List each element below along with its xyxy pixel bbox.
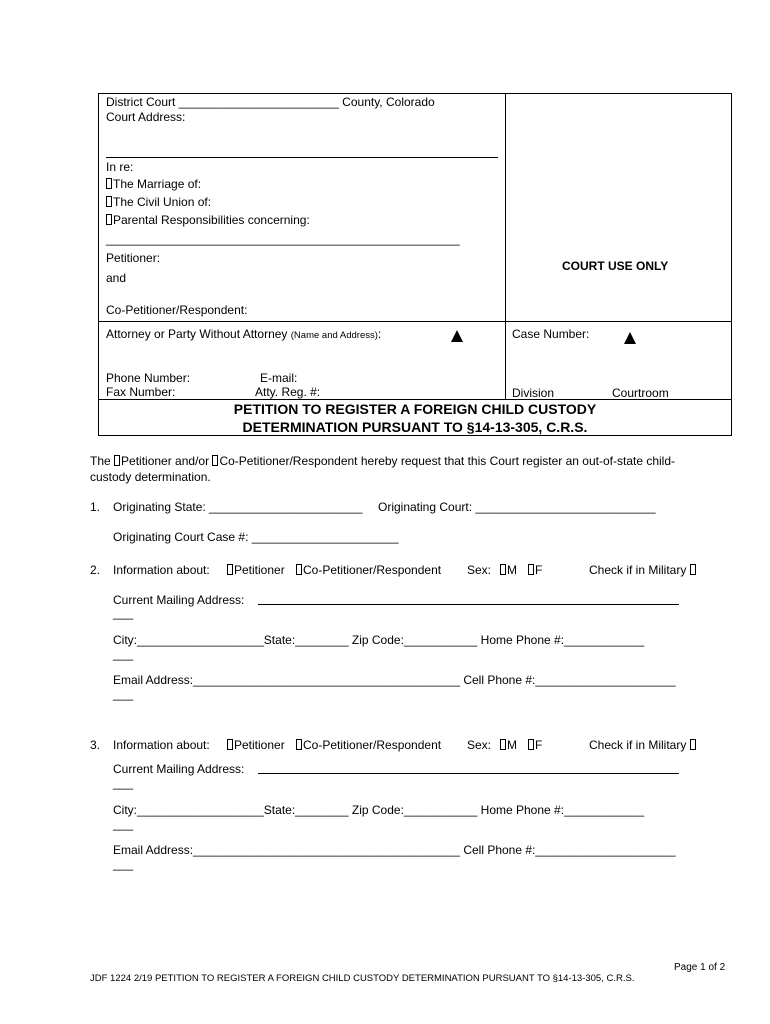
triangle-icon	[451, 330, 463, 342]
parental-label: Parental Responsibilities concerning:	[113, 213, 310, 227]
marriage-checkbox[interactable]	[106, 178, 112, 189]
originating-court-field[interactable]: Originating Court: ___________________________	[378, 500, 656, 514]
intro-rest: Co-Petitioner/Respondent hereby request that this Court register an out-of-state child-	[219, 454, 676, 468]
item-3-sex-f-label: F	[535, 738, 543, 752]
item-2-co-petitioner-option	[296, 563, 441, 577]
item-3-email-cell[interactable]: Email Address:________________________________________ Cell Phone #:_____________________	[113, 843, 676, 857]
district-court-field[interactable]: District Court ________________________ County, Colorado	[106, 95, 435, 109]
option-civil-union	[106, 195, 211, 209]
court-address-label: Court Address:	[106, 110, 186, 124]
courtroom-label: Courtroom	[612, 386, 669, 400]
in-re-label: In re:	[106, 160, 134, 174]
intro-the: The	[90, 454, 111, 468]
item-3-number: 3.	[90, 738, 101, 752]
item-3-sex-m-checkbox[interactable]	[500, 739, 506, 750]
item-3-sex-m-option	[500, 738, 517, 752]
court-use-only: COURT USE ONLY	[562, 259, 669, 273]
item-3-info-about: Information about:	[113, 738, 210, 752]
item-3-mailing-input[interactable]	[258, 773, 679, 774]
attorney-note: (Name and Address)	[290, 330, 378, 341]
page-number: Page 1 of 2	[674, 962, 726, 973]
item-2-military-checkbox[interactable]	[690, 564, 696, 575]
item-2-sex-m-checkbox[interactable]	[500, 564, 506, 575]
intro-paragraph-line-2: custody determination.	[90, 470, 211, 484]
intro-petitioner-checkbox[interactable]	[114, 455, 120, 466]
co-petitioner-label: Co-Petitioner/Respondent:	[106, 303, 248, 317]
item-2-co-petitioner-checkbox[interactable]	[296, 564, 302, 575]
item-2-email-tail: ___	[113, 687, 134, 701]
attorney-label-text: Attorney or Party Without Attorney	[106, 327, 288, 341]
originating-case-number-field[interactable]: Originating Court Case #: ______________________	[113, 530, 399, 544]
item-3-sex-f-checkbox[interactable]	[528, 739, 534, 750]
item-3-mailing-tail: ___	[113, 776, 134, 790]
fax-label: Fax Number:	[106, 385, 176, 399]
item-3-email-tail: ___	[113, 857, 134, 871]
option-parental	[106, 213, 310, 227]
item-2-petitioner-option	[227, 563, 285, 577]
item-3-military-label: Check if in Military	[589, 738, 687, 752]
email-label: E-mail:	[260, 371, 298, 385]
item-2-petitioner-checkbox[interactable]	[227, 564, 233, 575]
civil-union-label: The Civil Union of:	[113, 195, 212, 209]
party-names-line[interactable]: _____________________________________________________	[106, 232, 460, 246]
marriage-label: The Marriage of:	[113, 177, 202, 191]
item-3-sex-label: Sex:	[467, 738, 492, 752]
item-2-mailing-input[interactable]	[258, 604, 679, 605]
caption-divider-attorney	[98, 321, 732, 322]
item-3-military-option	[589, 738, 697, 752]
item-2-mailing-tail: ___	[113, 606, 134, 620]
item-3-co-petitioner-option	[296, 738, 441, 752]
item-2-number: 2.	[90, 563, 101, 577]
parental-checkbox[interactable]	[106, 214, 112, 225]
triangle-icon	[624, 332, 636, 344]
caption-divider-vertical	[505, 93, 506, 400]
item-1-number: 1.	[90, 500, 101, 514]
item-3-city-tail: ___	[113, 817, 134, 831]
item-2-sex-m-label: M	[507, 563, 517, 577]
intro-petitioner-text: Petitioner and/or	[121, 454, 210, 468]
case-number-label: Case Number:	[512, 327, 590, 341]
item-3-sex-m-label: M	[507, 738, 517, 752]
attorney-label	[106, 327, 381, 341]
item-2-sex-f-label: F	[535, 563, 543, 577]
item-3-sex-f-option	[528, 738, 542, 752]
item-2-info-about: Information about:	[113, 563, 210, 577]
item-2-city-tail: ___	[113, 647, 134, 661]
division-label: Division	[512, 386, 555, 400]
intro-paragraph-line-1	[90, 454, 675, 468]
item-2-co-petitioner-label: Co-Petitioner/Respondent	[303, 563, 442, 577]
item-3-co-petitioner-label: Co-Petitioner/Respondent	[303, 738, 442, 752]
item-3-petitioner-label: Petitioner	[234, 738, 285, 752]
petitioner-label: Petitioner:	[106, 251, 161, 265]
option-marriage	[106, 177, 201, 191]
item-2-petitioner-label: Petitioner	[234, 563, 285, 577]
court-address-line[interactable]	[106, 157, 498, 158]
item-2-sex-m-option	[500, 563, 517, 577]
item-2-sex-f-option	[528, 563, 542, 577]
intro-co-petitioner-checkbox[interactable]	[212, 455, 218, 466]
item-3-co-petitioner-checkbox[interactable]	[296, 739, 302, 750]
item-2-military-option	[589, 563, 697, 577]
item-2-email-cell[interactable]: Email Address:________________________________________ Cell Phone #:_____________________	[113, 673, 676, 687]
item-2-military-label: Check if in Military	[589, 563, 687, 577]
originating-state-field[interactable]: Originating State: _______________________	[113, 500, 363, 514]
item-3-petitioner-option	[227, 738, 285, 752]
item-3-petitioner-checkbox[interactable]	[227, 739, 233, 750]
form-footer-id: JDF 1224 2/19 PETITION TO REGISTER A FOREIGN CHILD CUSTODY DETERMINATION PURSUANT TO §14-13-305, C.R.S.	[90, 973, 635, 984]
document-title-line-2: DETERMINATION PURSUANT TO §14-13-305, C.R.S.	[242, 419, 588, 435]
phone-label: Phone Number:	[106, 371, 191, 385]
attorney-colon: :	[377, 327, 382, 341]
and-label: and	[106, 271, 127, 285]
item-2-mailing-label: Current Mailing Address:	[113, 593, 245, 607]
item-3-military-checkbox[interactable]	[690, 739, 696, 750]
item-2-city-state-zip-phone[interactable]: City:___________________State:________ Zip Code:___________ Home Phone #:____________	[113, 633, 645, 647]
item-3-mailing-label: Current Mailing Address:	[113, 762, 245, 776]
civil-union-checkbox[interactable]	[106, 196, 112, 207]
atty-reg-label: Atty. Reg. #:	[255, 385, 321, 399]
item-2-sex-label: Sex:	[467, 563, 492, 577]
item-2-sex-f-checkbox[interactable]	[528, 564, 534, 575]
item-3-city-state-zip-phone[interactable]: City:___________________State:________ Zip Code:___________ Home Phone #:____________	[113, 803, 645, 817]
document-title-line-1: PETITION TO REGISTER A FOREIGN CHILD CUSTODY	[233, 401, 597, 417]
